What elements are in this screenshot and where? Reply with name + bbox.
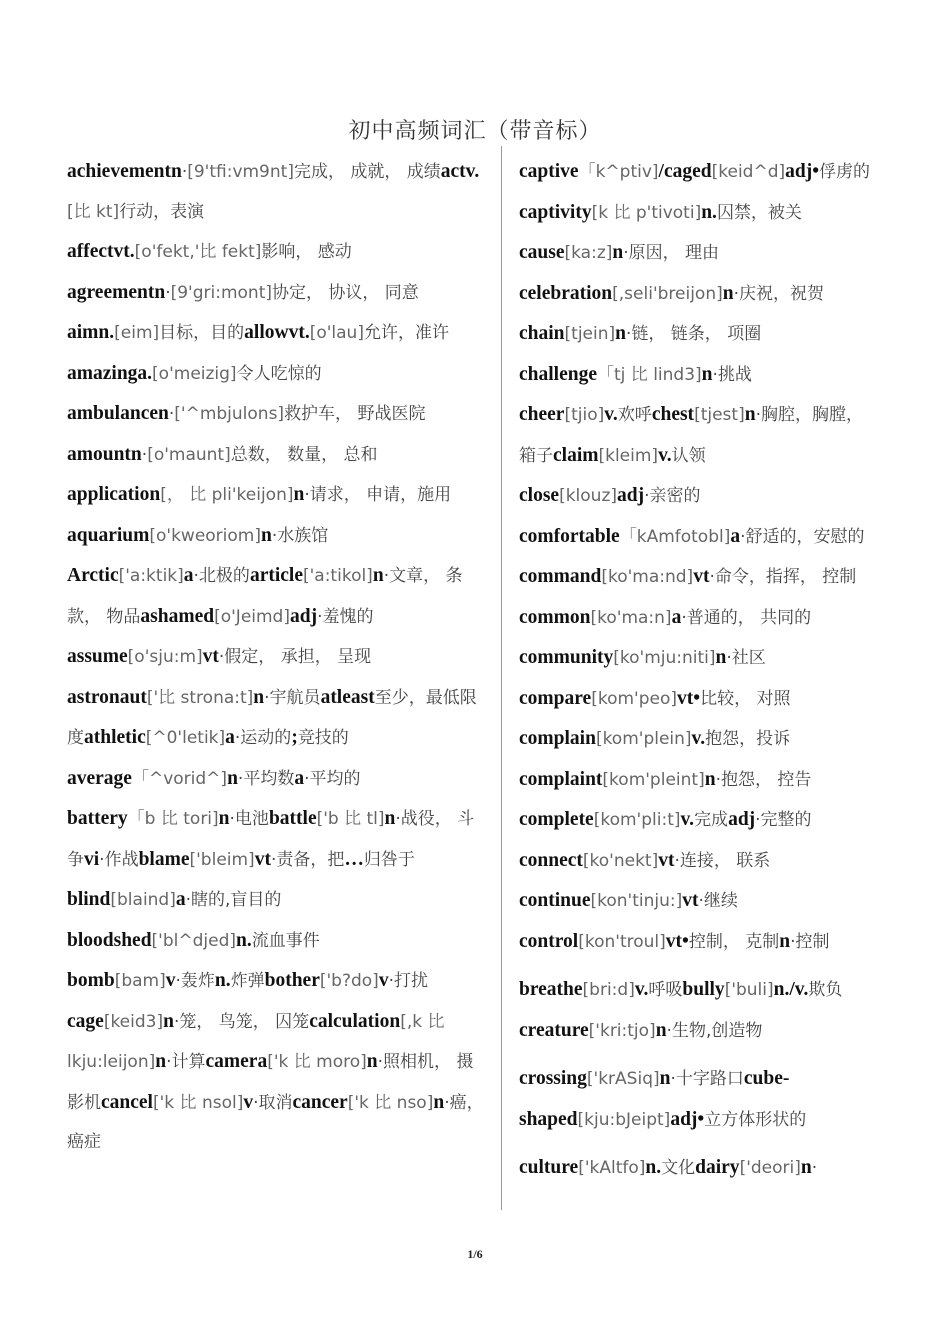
entry-word: v. bbox=[604, 404, 618, 425]
entry-word: n bbox=[744, 404, 756, 425]
entry-word: n bbox=[218, 808, 230, 829]
entry-word: v bbox=[378, 970, 389, 991]
vocab-paragraph bbox=[519, 314, 881, 355]
phonetic: ['^mbjulons] bbox=[174, 404, 285, 424]
entry-word: n bbox=[800, 1157, 812, 1178]
entry-word: culture bbox=[519, 1157, 579, 1178]
entry-word: v. bbox=[658, 444, 672, 466]
entry-word: average bbox=[67, 767, 132, 789]
phonetic: [,k 比 lkju:leijon] bbox=[67, 1011, 445, 1072]
entry-word: dairy bbox=[695, 1157, 740, 1178]
entry-word: affectvt. bbox=[67, 241, 135, 262]
definition: · bbox=[181, 162, 188, 182]
phonetic: ['buli] bbox=[724, 980, 774, 1000]
entry-word: n bbox=[715, 647, 727, 668]
entry-word: control bbox=[519, 930, 579, 952]
entry-word: aimn. bbox=[67, 322, 115, 343]
entry-word: n bbox=[227, 767, 238, 789]
definition: 行动，表演 bbox=[119, 201, 205, 222]
phonetic: ['kAltfo] bbox=[578, 1158, 646, 1178]
vocab-paragraph bbox=[519, 355, 881, 396]
vocab-paragraph bbox=[519, 760, 881, 801]
phonetic: ['kri:tjo] bbox=[588, 1020, 656, 1041]
phonetic: ['k 比 nsol] bbox=[152, 1092, 244, 1113]
entry-word: aquarium bbox=[67, 524, 150, 546]
phonetic: [o'kweoriom] bbox=[149, 525, 261, 546]
phonetic: ['比 strona:t] bbox=[146, 687, 254, 708]
entry-word: adj bbox=[617, 485, 645, 506]
phonetic: [o'fekt,'比 fekt] bbox=[134, 242, 262, 262]
entry-word: ambulancen bbox=[67, 403, 169, 424]
entry-word: vi bbox=[84, 848, 100, 870]
definition: ·轰炸 bbox=[175, 971, 215, 991]
definition: 总数， 数量， 总和 bbox=[230, 444, 378, 465]
entry-word: article bbox=[249, 565, 303, 586]
entry-word: bloodshed bbox=[67, 929, 152, 951]
entry-word: n bbox=[659, 1068, 671, 1089]
entry-word: amazinga. bbox=[67, 362, 153, 384]
phonetic: [klouz] bbox=[559, 486, 618, 506]
definition: ·连接， 联系 bbox=[674, 850, 771, 871]
phonetic: ['bleim] bbox=[189, 849, 255, 870]
definition: 协定， 协议， 同意 bbox=[272, 282, 419, 303]
vocab-paragraph bbox=[67, 475, 485, 556]
entry-word: cheer bbox=[519, 404, 565, 425]
entry-word: n bbox=[163, 1010, 174, 1032]
phonetic: [ka:z] bbox=[564, 243, 613, 263]
definition: ·计算 bbox=[166, 1052, 206, 1072]
definition: ·平均数 bbox=[237, 768, 295, 789]
entry-word: chest bbox=[651, 404, 695, 425]
vocab-paragraph bbox=[519, 1059, 881, 1140]
entry-word: n bbox=[433, 1091, 445, 1113]
entry-word: n bbox=[155, 1051, 167, 1072]
entry-word: vt• bbox=[665, 930, 689, 952]
phonetic: [kom'pleint] bbox=[602, 769, 705, 790]
phonetic: [keid^d] bbox=[711, 162, 786, 182]
phonetic: [kju:bJeipt] bbox=[577, 1109, 671, 1130]
entry-word: n bbox=[722, 282, 734, 304]
definition: ·平均的 bbox=[304, 768, 361, 789]
entry-word: claim bbox=[553, 444, 599, 466]
entry-word: blind bbox=[67, 889, 111, 910]
definition: 归咎于 bbox=[363, 849, 415, 870]
entry-word: assume bbox=[67, 646, 128, 667]
entry-word: n./v. bbox=[773, 979, 809, 1000]
page-number: 1/6 bbox=[467, 1247, 483, 1261]
definition: ·电池 bbox=[229, 809, 269, 829]
vocab-paragraph bbox=[519, 800, 881, 841]
definition: ·运动的 bbox=[234, 728, 292, 748]
entry-word: continue bbox=[519, 890, 591, 911]
entry-word: Arctic bbox=[67, 565, 119, 586]
definition: ·羞愧的 bbox=[317, 606, 374, 627]
entry-word: captive bbox=[519, 161, 579, 182]
phonetic: [eim] bbox=[114, 323, 160, 343]
vocab-paragraph bbox=[67, 921, 485, 962]
entry-word: vt bbox=[693, 566, 710, 587]
vocab-paragraph bbox=[519, 719, 881, 760]
vocab-paragraph bbox=[519, 517, 881, 720]
phonetic: 「tj 比 lind3] bbox=[597, 364, 702, 385]
vocab-paragraph bbox=[519, 1148, 881, 1189]
vocab-paragraph bbox=[67, 556, 485, 678]
phonetic: [,seli'breijon] bbox=[612, 283, 723, 304]
vocab-paragraph bbox=[519, 274, 881, 315]
definition: 竞技的 bbox=[297, 728, 349, 748]
entry-word: v. bbox=[680, 809, 695, 830]
entry-word: command bbox=[519, 566, 602, 587]
left-vocabulary-column bbox=[67, 152, 485, 1163]
definition: 至少，最低限度 bbox=[67, 687, 477, 748]
entry-word: common bbox=[519, 606, 591, 628]
definition: ·抱怨， 控告 bbox=[715, 769, 812, 790]
vocab-paragraph bbox=[519, 395, 881, 476]
definition: 影响， 感动 bbox=[261, 242, 352, 262]
definition: 比较， 对照 bbox=[700, 688, 791, 709]
entry-word: calculation bbox=[309, 1010, 401, 1032]
right-vocabulary-column bbox=[519, 152, 881, 1189]
phonetic: 「^vorid^] bbox=[131, 768, 228, 789]
entry-word: n. bbox=[214, 970, 231, 991]
entry-word: battle bbox=[268, 808, 317, 829]
entry-word: celebration bbox=[519, 282, 613, 304]
definition: ·挑战 bbox=[712, 364, 752, 385]
entry-word: ; bbox=[291, 727, 298, 748]
definition: ·胸腔，胸膛， 箱子 bbox=[519, 405, 863, 466]
definition: ·假定， 承担， 呈现 bbox=[218, 647, 372, 667]
vocab-paragraph bbox=[519, 970, 881, 1051]
definition: ·作战 bbox=[99, 849, 139, 870]
entry-word: challenge bbox=[519, 363, 597, 385]
entry-word: blame bbox=[138, 848, 190, 870]
definition: ·庆祝，祝贺 bbox=[733, 283, 824, 304]
definition: 控制， 克制 bbox=[688, 931, 780, 952]
definition: ·责备，把 bbox=[270, 849, 345, 870]
entry-word: agreementn bbox=[67, 281, 166, 303]
definition: 认领 bbox=[671, 445, 706, 466]
phonetic: ['b?do] bbox=[319, 971, 379, 991]
phonetic: [ko'nekt] bbox=[582, 850, 659, 871]
definition: ·打扰 bbox=[388, 971, 428, 991]
phonetic: [kon'troul] bbox=[578, 931, 666, 952]
definition: ·文章， 条款， 物品 bbox=[67, 566, 463, 627]
definition: ·战役， 斗争 bbox=[67, 809, 475, 870]
entry-word: a bbox=[671, 606, 682, 628]
entry-word: n bbox=[253, 686, 265, 708]
entry-word: n bbox=[615, 323, 626, 344]
phonetic: [blaind] bbox=[110, 890, 176, 910]
definition: ·照相机， 摄影机 bbox=[67, 1052, 474, 1113]
entry-word: allowvt. bbox=[244, 322, 310, 343]
phonetic: 「b 比 tori] bbox=[127, 809, 219, 829]
vocab-paragraph bbox=[519, 476, 881, 517]
phonetic: [k 比 p'tivoti] bbox=[591, 202, 702, 223]
phonetic: [kleim] bbox=[598, 445, 659, 466]
document-title: 初中高频词汇（带音标） bbox=[348, 119, 602, 144]
definition: 俘虏的 bbox=[819, 162, 871, 182]
entry-word: athletic bbox=[84, 727, 146, 748]
vocab-paragraph bbox=[67, 232, 485, 273]
phonetic: [kom'peo] bbox=[591, 688, 677, 709]
definition: ·链， 链条， 项圈 bbox=[626, 324, 762, 344]
phonetic: [kom'pli:t] bbox=[593, 810, 681, 830]
entry-word: vt bbox=[658, 849, 675, 871]
vocab-paragraph bbox=[67, 394, 485, 435]
entry-word: atleast bbox=[320, 686, 375, 708]
entry-word: adj• bbox=[785, 161, 820, 182]
entry-word: n bbox=[779, 930, 791, 952]
vocab-paragraph bbox=[67, 759, 485, 800]
entry-word: complaint bbox=[519, 768, 603, 790]
phonetic: 「kAmfotobl] bbox=[619, 526, 731, 547]
entry-word: cause bbox=[519, 242, 565, 263]
entry-word: cube-shaped bbox=[519, 1068, 790, 1130]
definition: ·笼， 鸟笼， 囚笼 bbox=[173, 1011, 310, 1032]
entry-word: vt bbox=[202, 646, 219, 667]
entry-word: n bbox=[366, 1051, 378, 1072]
definition: ·社区 bbox=[726, 648, 766, 668]
vocab-paragraph bbox=[67, 678, 485, 759]
entry-word: connect bbox=[519, 849, 583, 871]
entry-word: chain bbox=[519, 323, 565, 344]
definition: ·请求， 申请，施用 bbox=[304, 485, 452, 505]
phonetic: [kon'tinju:] bbox=[590, 891, 683, 911]
vocab-paragraph bbox=[67, 152, 485, 232]
entry-word: adj• bbox=[670, 1108, 705, 1130]
entry-word: creature bbox=[519, 1019, 589, 1041]
vocab-paragraph bbox=[519, 922, 881, 963]
phonetic: ['krASiq] bbox=[586, 1069, 660, 1089]
entry-word: amountn bbox=[67, 443, 142, 465]
entry-word: v. bbox=[634, 979, 649, 1000]
entry-word: breathe bbox=[519, 979, 583, 1000]
phonetic: [9'tfi:vm9nt] bbox=[187, 162, 294, 182]
entry-word: n bbox=[704, 768, 716, 790]
entry-word: v. bbox=[691, 728, 706, 749]
phonetic: [ko'mju:niti] bbox=[613, 648, 716, 668]
entry-word: battery bbox=[67, 808, 128, 829]
phonetic: [^0'letik] bbox=[145, 728, 226, 748]
phonetic: [kom'plein] bbox=[595, 729, 692, 749]
phonetic: [ko'ma:nd] bbox=[601, 567, 694, 587]
entry-word: bother bbox=[264, 970, 320, 991]
entry-word: a bbox=[294, 767, 305, 789]
definition: 令人吃惊的 bbox=[236, 363, 322, 384]
entry-word: close bbox=[519, 485, 560, 506]
vocab-paragraph bbox=[67, 313, 485, 394]
phonetic: ['bl^djed] bbox=[151, 930, 237, 951]
phonetic: [tjio] bbox=[564, 405, 605, 425]
definition: ·亲密的 bbox=[644, 486, 701, 506]
definition: 呼吸 bbox=[648, 980, 683, 1000]
entry-word: a bbox=[183, 565, 194, 586]
definition: ·十字路口 bbox=[670, 1069, 744, 1089]
phonetic: ['k 比 moro] bbox=[267, 1052, 367, 1072]
definition: 囚禁，被关 bbox=[716, 202, 802, 223]
definition: · bbox=[168, 404, 175, 424]
definition: ·瞎的,盲目的 bbox=[185, 890, 282, 910]
definition: · bbox=[165, 282, 171, 303]
entry-word: crossing bbox=[519, 1068, 587, 1089]
definition: 欺负 bbox=[808, 980, 843, 1000]
definition: · bbox=[811, 1158, 818, 1178]
phonetic: 「k^ptiv] bbox=[578, 162, 659, 182]
phonetic: [tjest] bbox=[694, 405, 745, 425]
phonetic: ['k 比 nso] bbox=[347, 1092, 434, 1113]
definition: ·生物,创造物 bbox=[666, 1020, 763, 1041]
entry-word: n bbox=[372, 565, 384, 586]
definition: 抱怨，投诉 bbox=[705, 729, 791, 749]
entry-word: vt• bbox=[677, 687, 701, 709]
definition: 文化 bbox=[661, 1158, 696, 1178]
definition: 炸弹 bbox=[230, 971, 265, 991]
definition: 完成， 成就， 成绩 bbox=[293, 162, 441, 182]
phonetic: [tjein] bbox=[564, 324, 616, 344]
entry-word: ashamed bbox=[140, 605, 215, 627]
entry-word: n bbox=[293, 484, 305, 505]
vocab-paragraph bbox=[519, 841, 881, 882]
entry-word: compare bbox=[519, 687, 592, 709]
entry-word: v bbox=[165, 970, 176, 991]
phonetic: [9'gri:mont] bbox=[170, 282, 272, 303]
entry-word: n. bbox=[701, 201, 717, 223]
entry-word: bully bbox=[682, 979, 725, 1000]
entry-word: achievementn bbox=[67, 161, 182, 182]
definition: ·原因， 理由 bbox=[623, 243, 720, 263]
entry-word: /caged bbox=[658, 161, 712, 182]
definition: 允许，准许 bbox=[363, 323, 449, 343]
entry-word: actv. bbox=[440, 161, 480, 182]
entry-word: cage bbox=[67, 1010, 104, 1032]
phonetic: [o'meizig] bbox=[152, 363, 237, 384]
entry-word: a bbox=[225, 727, 235, 748]
definition: ·北极的 bbox=[193, 566, 250, 586]
entry-word: … bbox=[344, 848, 364, 870]
vocab-paragraph bbox=[67, 1002, 485, 1163]
entry-word: bomb bbox=[67, 970, 115, 991]
column-divider bbox=[501, 146, 502, 1210]
definition: ·普通的， 共同的 bbox=[681, 607, 812, 628]
entry-word: adj bbox=[728, 809, 756, 830]
entry-word: a bbox=[730, 525, 741, 547]
entry-word: n bbox=[612, 242, 624, 263]
phonetic: [keid3] bbox=[103, 1011, 164, 1032]
entry-word: n. bbox=[236, 929, 252, 951]
entry-word: complete bbox=[519, 809, 594, 830]
entry-word: a bbox=[175, 889, 186, 910]
vocab-paragraph bbox=[67, 799, 485, 921]
phonetic: [比 kt] bbox=[67, 201, 120, 222]
phonetic: [ko'ma:n] bbox=[590, 607, 672, 628]
entry-word: captivity bbox=[519, 201, 592, 223]
entry-word: n. bbox=[645, 1157, 662, 1178]
vocab-paragraph bbox=[519, 881, 881, 922]
definition: 目标，目的 bbox=[159, 323, 245, 343]
definition: ·取消 bbox=[253, 1092, 293, 1113]
vocab-paragraph bbox=[67, 961, 485, 1002]
vocab-paragraph bbox=[67, 273, 485, 314]
entry-word: v bbox=[243, 1091, 254, 1113]
definition: 完成 bbox=[694, 810, 729, 830]
definition: ·控制 bbox=[790, 931, 830, 952]
entry-word: vt bbox=[682, 890, 699, 911]
entry-word: complain bbox=[519, 728, 596, 749]
definition: · bbox=[141, 444, 148, 465]
entry-word: community bbox=[519, 647, 614, 668]
phonetic: ['b 比 tl] bbox=[316, 809, 385, 829]
vocab-paragraph bbox=[67, 435, 485, 476]
definition: ·完整的 bbox=[755, 810, 812, 830]
entry-word: camera bbox=[205, 1051, 268, 1072]
phonetic: [o'maunt] bbox=[147, 444, 231, 465]
entry-word: n bbox=[260, 524, 272, 546]
entry-word: cancer bbox=[292, 1091, 348, 1113]
phonetic: ['a:tikol] bbox=[302, 566, 373, 586]
phonetic: [， 比 pli'keijon] bbox=[160, 485, 294, 505]
phonetic: [o'lau] bbox=[309, 323, 364, 343]
phonetic: ['deori] bbox=[739, 1158, 801, 1178]
entry-word: n bbox=[384, 808, 396, 829]
entry-word: n bbox=[655, 1019, 667, 1041]
phonetic: [o'sju:m] bbox=[127, 647, 203, 667]
definition: ·宇航员 bbox=[264, 687, 321, 708]
phonetic: [bri:d] bbox=[582, 980, 635, 1000]
definition: ·舒适的，安慰的 bbox=[740, 526, 865, 547]
definition: ·命令，指挥， 控制 bbox=[709, 567, 857, 587]
definition: 流血事件 bbox=[251, 930, 320, 951]
definition: 欢呼 bbox=[617, 405, 652, 425]
entry-word: adj bbox=[289, 605, 318, 627]
definition: ·癌， 癌症 bbox=[67, 1092, 484, 1152]
definition: 救护车， 野战医院 bbox=[284, 404, 426, 424]
entry-word: cancel bbox=[101, 1091, 153, 1113]
phonetic: ['a:ktik] bbox=[118, 566, 184, 586]
definition: ·水族馆 bbox=[271, 525, 329, 546]
entry-word: vt bbox=[254, 848, 271, 870]
phonetic: [bam] bbox=[114, 971, 166, 991]
phonetic: [o'Jeimd] bbox=[214, 606, 290, 627]
definition: 立方体形状的 bbox=[704, 1109, 807, 1130]
definition: ·继续 bbox=[698, 891, 738, 911]
vocab-paragraph bbox=[519, 152, 881, 274]
entry-word: comfortable bbox=[519, 525, 620, 547]
entry-word: astronaut bbox=[67, 686, 147, 708]
entry-word: application bbox=[67, 484, 161, 505]
entry-word: n bbox=[701, 363, 713, 385]
